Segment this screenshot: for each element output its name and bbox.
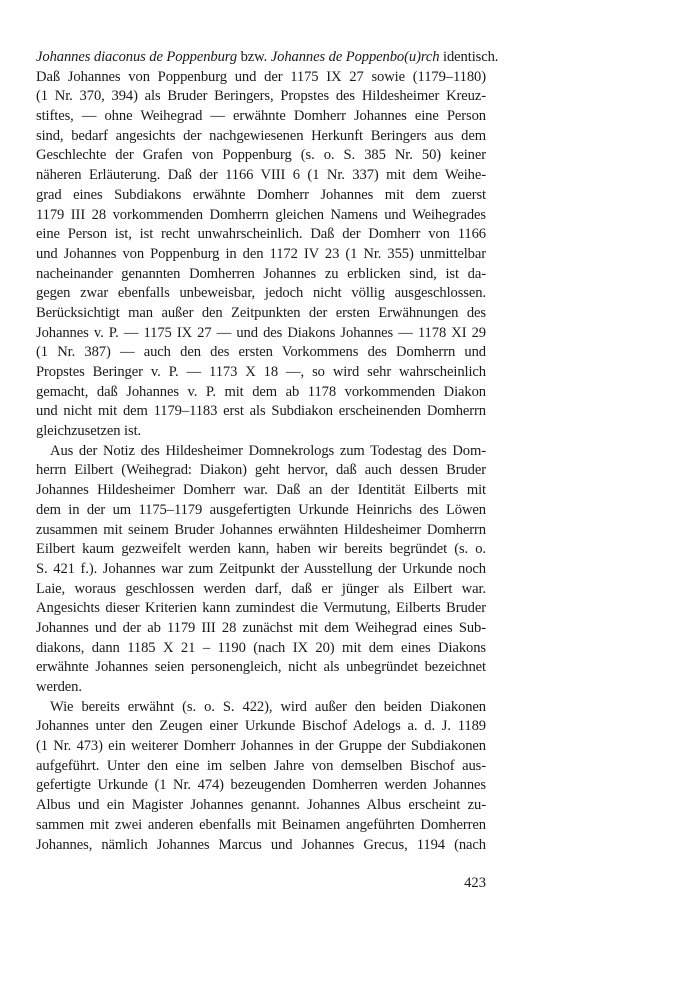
- text-line: Berücksichtigt man außer den Zeitpunkten der ersten Erwähnungen des: [36, 304, 486, 321]
- text-line: Aus der Notiz des Hildesheimer Domnekrologs zum Todestag des Dom-: [50, 442, 486, 459]
- text-line: Propstes Beringer v. P. — 1173 X 18 —, so wird sehr wahrscheinlich: [36, 364, 486, 380]
- text-line: gegen zwar ebenfalls unbeweisbar, jedoch nicht völlig ausgeschlossen.: [36, 285, 486, 302]
- text-line: sind, bedarf angesichts der nachgewiesenen Herkunft Beringers aus dem: [36, 127, 486, 144]
- italic-name-1: Johannes diaconus de Poppenburg: [36, 49, 238, 65]
- text-line: werden.: [36, 679, 82, 695]
- text-line: sammen mit zwei anderen ebenfalls mit Beinamen angeführten Domherren: [36, 816, 486, 833]
- italic-name-2: Johannes de Poppenbo(u)rch: [270, 49, 440, 65]
- text-line: (1 Nr. 387) — auch den des ersten Vorkommens des Domherrn und: [36, 344, 486, 361]
- text-line: gleichzusetzen ist.: [36, 423, 142, 440]
- text-line: erwähnte Johannes seien personengleich, nicht als unbegründet bezeichnet: [36, 659, 486, 676]
- text-line: grad eines Subdiakons erwähnte Domherr Johannes mit dem zuerst: [36, 186, 486, 203]
- text-line: diakons, dann 1185 X 21 – 1190 (nach IX 20) mit dem eines Diakons: [36, 639, 486, 656]
- text-line: Johannes Hildesheimer Domherr war. Daß an der Identität Eilberts mit: [36, 482, 486, 499]
- text-line: stiftes, — ohne Weihegrad — erwähnte Domherr Johannes eine Person: [36, 108, 486, 125]
- text-line: S. 421 f.). Johannes war zum Zeitpunkt der Ausstellung der Urkunde noch: [36, 560, 486, 577]
- text-fragment: bzw.: [237, 49, 271, 65]
- body-text: [36, 48, 499, 855]
- text-line: gemacht, daß Johannes v. P. mit dem ab 1178 vorkommenden Diakon: [36, 383, 486, 400]
- text-fragment: identisch.: [439, 49, 499, 65]
- text-line: Laie, woraus geschlossen werden darf, daß er jünger als Eilbert war.: [36, 580, 486, 597]
- text-line: Johannes v. P. — 1175 IX 27 — und des Diakons Johannes — 1178 XI 29: [36, 324, 486, 341]
- text-line: dem in der um 1175–1179 ausgefertigten Urkunde Heinrichs des Löwen: [36, 501, 486, 518]
- text-line: Johannes unter den Zeugen einer Urkunde Bischof Adelogs a. d. J. 1189: [36, 718, 486, 735]
- text-line: aufgeführt. Unter den eine im selben Jahre von demselben Bischof aus-: [36, 757, 486, 774]
- text-line: und nicht mit dem 1179–1183 erst als Subdiakon erscheinenden Domherrn: [36, 403, 486, 420]
- text-line: Johannes und der ab 1179 III 28 zunächst mit dem Weihegrad eines Sub-: [36, 619, 486, 636]
- text-line-1: [36, 48, 499, 68]
- text-line: 1179 III 28 vorkommenden Domherrn gleichen Namens und Weihegrades: [36, 206, 486, 223]
- text-line: Albus und ein Magister Johannes genannt. Johannes Albus erscheint zu-: [36, 797, 486, 814]
- text-line: Angesichts dieser Kriterien kann zumindest die Vermutung, Eilberts Bruder: [36, 600, 486, 617]
- text-line: Eilbert kaum gezweifelt werden kann, haben wir bereits begründet (s. o.: [36, 541, 486, 558]
- text-line: und Johannes von Poppenburg in den 1172 IV 23 (1 Nr. 355) unmittelbar: [36, 245, 486, 262]
- text-line: nacheinander genannten Domherren Johannes zu erblicken sind, ist da-: [36, 265, 486, 282]
- text-line: herrn Eilbert (Weihegrad: Diakon) geht hervor, daß auch dessen Bruder: [36, 462, 486, 479]
- text-line: Wie bereits erwähnt (s. o. S. 422), wird außer den beiden Diakonen: [50, 698, 486, 715]
- text-line: Johannes, nämlich Johannes Marcus und Johannes Grecus, 1194 (nach: [36, 836, 486, 853]
- text-line: zusammen mit seinem Bruder Johannes erwähnten Hildesheimer Domherrn: [36, 521, 486, 538]
- page-number: 423: [464, 875, 486, 891]
- text-line: gefertigte Urkunde (1 Nr. 474) bezeugenden Domherren werden Johannes: [36, 777, 486, 794]
- text-line: (1 Nr. 473) ein weiterer Domherr Johannes in der Gruppe der Subdiakonen: [36, 738, 486, 755]
- text-line: eine Person ist, ist recht unwahrscheinlich. Daß der Domherr von 1166: [36, 226, 486, 243]
- text-line: näheren Erläuterung. Daß der 1166 VIII 6 (1 Nr. 337) mit dem Weihe-: [36, 167, 486, 184]
- text-line: Daß Johannes von Poppenburg und der 1175 IX 27 sowie (1179–1180): [36, 68, 486, 85]
- text-line: Geschlechte der Grafen von Poppenburg (s. o. S. 385 Nr. 50) keiner: [36, 147, 486, 164]
- text-line: (1 Nr. 370, 394) als Bruder Beringers, Propstes des Hildesheimer Kreuz-: [36, 88, 486, 105]
